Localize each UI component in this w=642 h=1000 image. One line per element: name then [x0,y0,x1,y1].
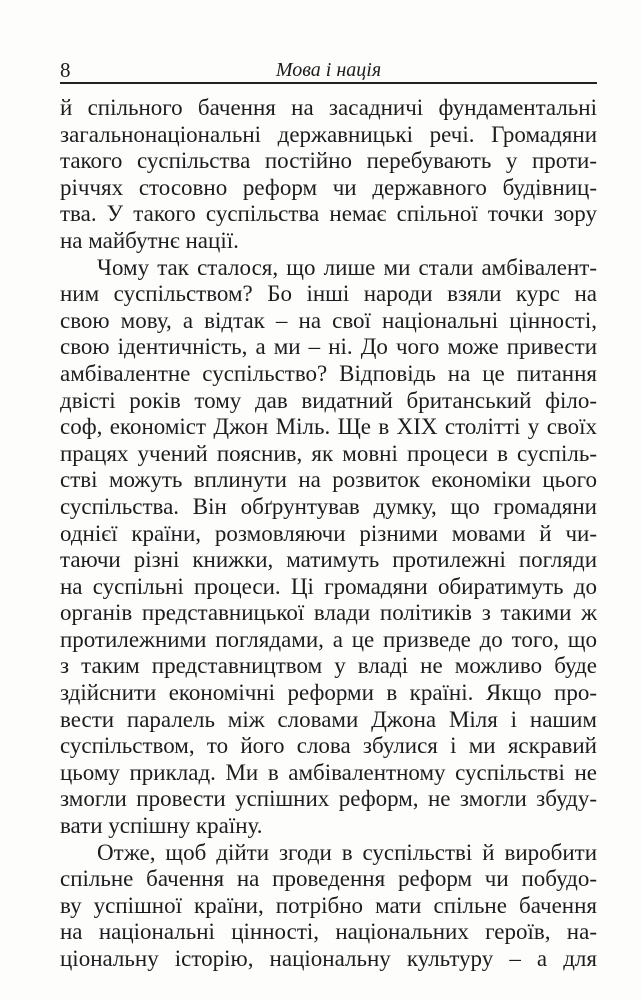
paragraph [60,840,597,973]
text-line: з таким представництвом у владі не можливо буде [60,653,597,679]
page-number: 8 [60,58,71,82]
text-line: Отже, щоб дійти згоди в суспільстві й виробити [97,839,597,865]
text-line: свою мову, а відтак – на свої національні цінності, [60,307,597,333]
text-line: Чому так сталося, що лише ми стали амбівалент- [97,254,597,280]
text-line: двісті років тому дав видатний британський філо- [60,387,597,413]
text-line: суспільства. Він обґрунтував думку, що громадяни [60,493,597,519]
text-line: суспільством, то його слова збулися і ми яскравий [60,733,597,759]
running-title: Мова і нація [275,59,382,81]
paragraph [60,95,597,255]
text-line: стві можуть вплинути на розвиток економіки цього [60,467,597,493]
page-body [60,95,597,973]
text-line: тва. У такого суспільства немає спільної точки зору [60,201,597,227]
text-line: на майбутнє нації. [60,227,239,253]
text-line: річчях стосовно реформ чи державного будівниц- [60,174,597,200]
text-line: ціональну історію, національну культуру – а для [60,946,597,971]
text-line: ним суспільством? Бо інші народи взяли курс на [60,281,597,307]
text-line: вати успішну країну. [60,813,263,839]
text-line: на національні цінності, національних героїв, на- [60,919,597,945]
text-line: працях учений пояснив, як мовні процеси в суспіль- [60,440,597,466]
text-line: вести паралель між словами Джона Міля і нашим [60,706,597,732]
paragraph [60,255,597,840]
text-line: соф, економіст Джон Міль. Ще в XIX столітті у своїх [60,414,597,440]
text-line: свою ідентичність, а ми – ні. До чого може привести [60,334,597,360]
text-line: на суспільні процеси. Ці громадяни обиратимуть до [60,573,597,599]
text-line: загальнонаціональні державницькі речі. Громадяни [60,121,597,147]
text-line: здійснити економічні реформи в країні. Якщо про- [60,680,597,706]
text-line: змогли провести успішних реформ, не змогли збуду- [60,786,597,812]
text-line: такого суспільства постійно перебувають у проти- [60,148,597,174]
text-line: амбівалентне суспільство? Відповідь на це питання [60,360,597,386]
text-line: протилежними поглядами, а це призведе до того, що [60,626,597,652]
text-line: ву успішної країни, потрібно мати спільне бачення [60,892,597,918]
text-line: органів представницької влади політиків з такими ж [60,600,597,626]
text-line: таючи різні книжки, матимуть протилежні погляди [60,547,597,573]
text-line: однієї країни, розмовляючи різними мовами й чи- [60,520,597,546]
text-line: спільне бачення на проведення реформ чи побудо- [60,866,597,892]
text-line: й спільного бачення на засадничі фундаментальні [60,95,597,120]
running-header [60,58,597,84]
text-line: цьому приклад. Ми в амбівалентному суспільстві не [60,759,597,785]
